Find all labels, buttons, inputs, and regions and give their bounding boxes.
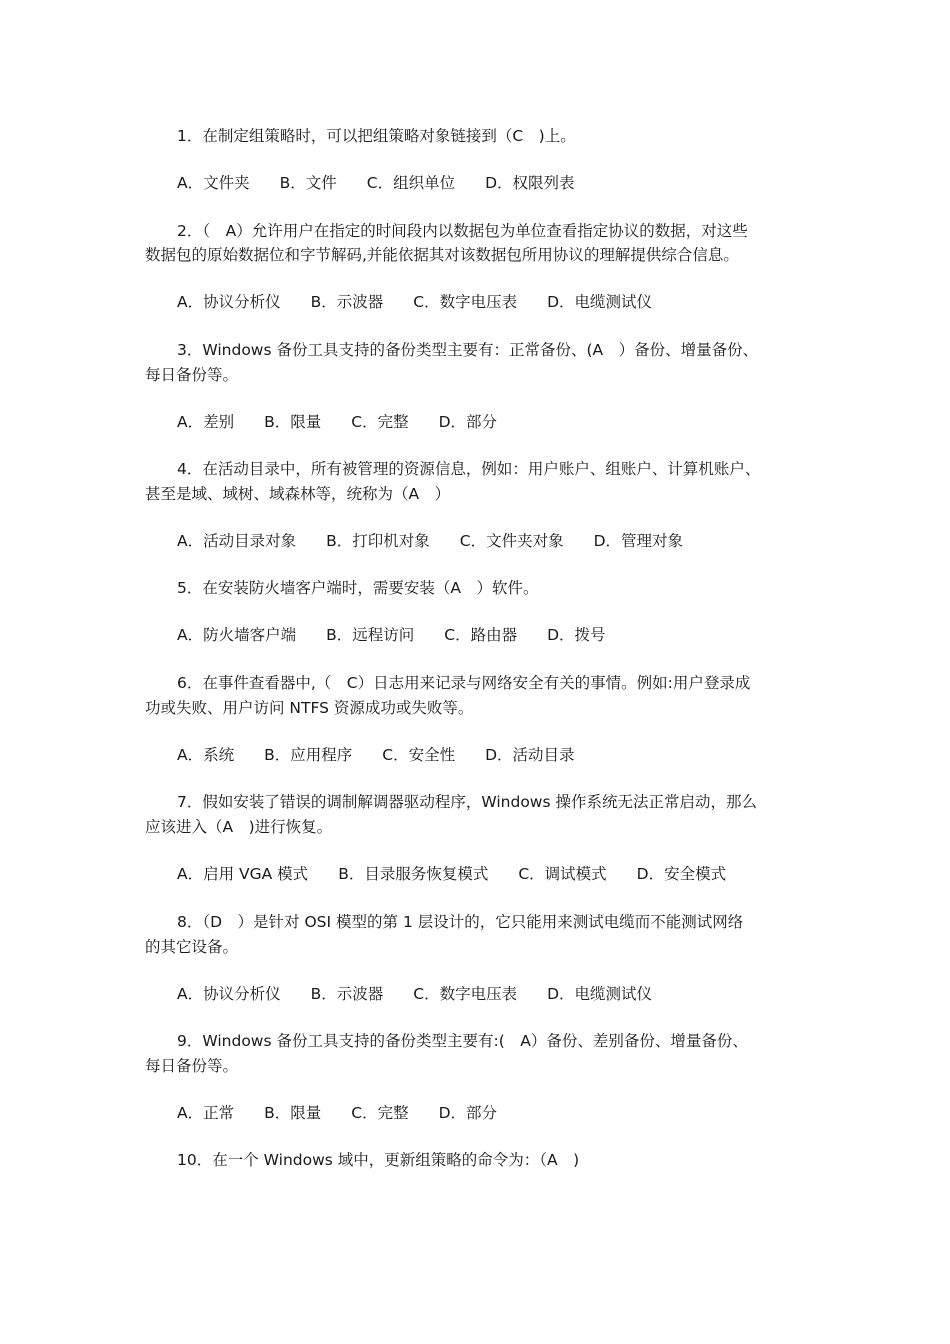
answer-option: B．打印机对象 xyxy=(326,532,430,550)
answer-options xyxy=(177,529,683,553)
answer-option: B．应用程序 xyxy=(264,746,353,764)
question-text-continued: 的其它设备。 xyxy=(145,938,239,956)
answer-options xyxy=(177,982,652,1006)
answer-option: D．拨号 xyxy=(547,626,606,644)
answer-option: C．数字电压表 xyxy=(413,985,518,1003)
question-text-continued: 每日备份等。 xyxy=(145,366,239,384)
answer-options xyxy=(177,623,606,647)
question-text-continued: 每日备份等。 xyxy=(145,1057,239,1075)
answer-option: A．活动目录对象 xyxy=(177,532,297,550)
answer-option: D．管理对象 xyxy=(593,532,684,550)
answer-options xyxy=(177,290,652,314)
question-text: 9．Windows 备份工具支持的备份类型主要有:( A）备份、差别备份、增量备份、 xyxy=(177,1032,748,1050)
answer-option: C．调试模式 xyxy=(518,865,607,883)
answer-option: A．文件夹 xyxy=(177,174,250,192)
answer-option: B．远程访问 xyxy=(326,626,415,644)
answer-option: A．协议分析仪 xyxy=(177,293,281,311)
answer-option: D．电缆测试仪 xyxy=(547,985,653,1003)
answer-option: D．安全模式 xyxy=(636,865,727,883)
answer-option: A．正常 xyxy=(177,1104,235,1122)
answer-option: C．路由器 xyxy=(444,626,518,644)
answer-options xyxy=(177,743,575,767)
answer-option: B．目录服务恢复模式 xyxy=(338,865,489,883)
question-text: 7．假如安装了错误的调制解调器驱动程序，Windows 操作系统无法正常启动，那么 xyxy=(177,793,757,811)
answer-option: A．协议分析仪 xyxy=(177,985,281,1003)
question-text-continued: 甚至是域、域树、域森林等，统称为（A ） xyxy=(145,485,451,503)
question-text: 8．（D ）是针对 OSI 模型的第 1 层设计的，它只能用来测试电缆而不能测试网络 xyxy=(177,913,744,931)
question-text: 4．在活动目录中，所有被管理的资源信息，例如：用户账户、组账户、计算机账户、 xyxy=(177,460,761,478)
answer-option: C．文件夹对象 xyxy=(459,532,564,550)
answer-option: C．完整 xyxy=(351,413,409,431)
answer-option: D．部分 xyxy=(438,413,498,431)
question-text: 5．在安装防火墙客户端时，需要安装（A ）软件。 xyxy=(177,579,539,597)
question-text-continued: 功或失败、用户访问 NTFS 资源成功或失败等。 xyxy=(145,699,474,717)
answer-options xyxy=(177,171,575,195)
answer-options xyxy=(177,410,497,434)
question-text: 3．Windows 备份工具支持的备份类型主要有：正常备份、(A ）备份、增量备份、 xyxy=(177,341,759,359)
answer-option: D．权限列表 xyxy=(485,174,575,192)
answer-option: A．启用 VGA 模式 xyxy=(177,865,309,883)
answer-option: C．安全性 xyxy=(382,746,456,764)
answer-option: C．完整 xyxy=(351,1104,409,1122)
question-text: 1．在制定组策略时，可以把组策略对象链接到（C )上。 xyxy=(177,127,576,145)
answer-options xyxy=(177,1101,497,1125)
answer-option: D．部分 xyxy=(438,1104,498,1122)
question-text: 2．（ A）允许用户在指定的时间段内以数据包为单位查看指定协议的数据，对这些 xyxy=(177,222,748,240)
answer-option: C．组织单位 xyxy=(366,174,456,192)
answer-option: B．示波器 xyxy=(310,293,384,311)
answer-option: D．电缆测试仪 xyxy=(547,293,653,311)
answer-option: A．系统 xyxy=(177,746,235,764)
answer-option: B．限量 xyxy=(264,413,322,431)
question-text: 10．在一个 Windows 域中，更新组策略的命令为：（A ) xyxy=(177,1151,580,1169)
answer-option: C．数字电压表 xyxy=(413,293,518,311)
question-text: 6．在事件查看器中,（ C）日志用来记录与网络安全有关的事情。例如:用户登录成 xyxy=(177,674,751,692)
answer-options xyxy=(177,862,726,886)
answer-option: B．文件 xyxy=(279,174,337,192)
answer-option: A．差别 xyxy=(177,413,235,431)
question-text-continued: 数据包的原始数据位和字节解码,并能依据其对该数据包所用协议的理解提供综合信息。 xyxy=(145,246,739,264)
answer-option: D．活动目录 xyxy=(485,746,575,764)
question-text-continued: 应该进入（A )进行恢复。 xyxy=(145,818,333,836)
answer-option: A．防火墙客户端 xyxy=(177,626,297,644)
answer-option: B．示波器 xyxy=(310,985,384,1003)
answer-option: B．限量 xyxy=(264,1104,322,1122)
